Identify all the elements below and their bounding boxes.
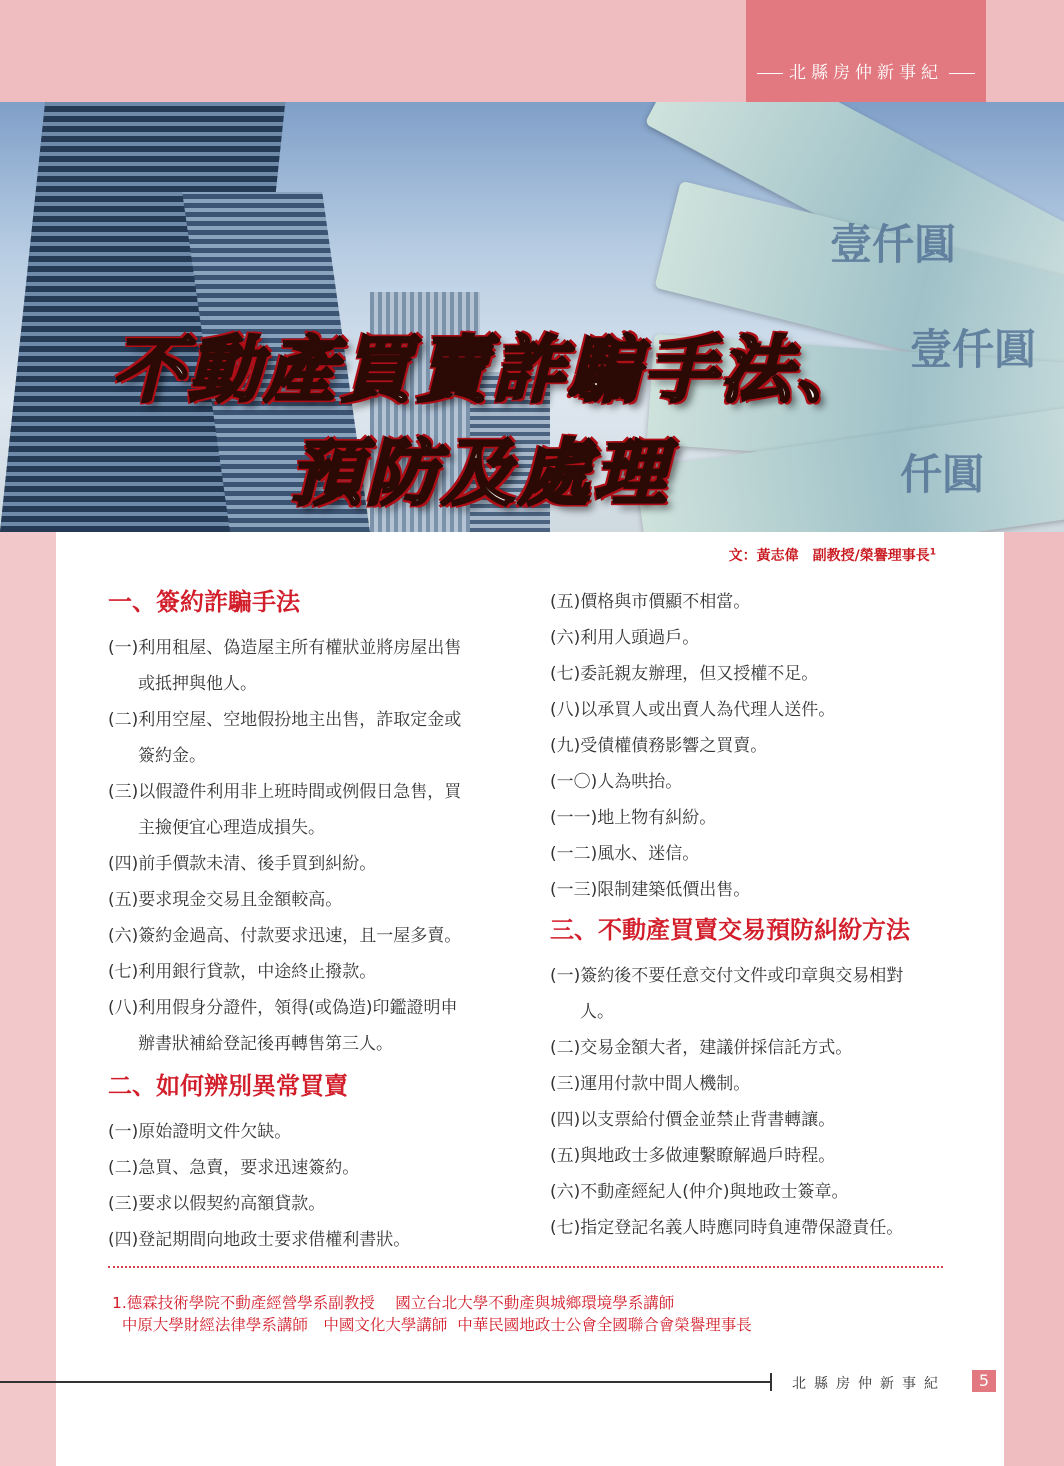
list-item: (二)交易金額大者，建議併採信託方式。 (550, 1038, 853, 1058)
list-item: (六)不動產經紀人(仲介)與地政士簽章。 (550, 1182, 849, 1202)
article-title-line-2: 預防及處理 (290, 431, 671, 515)
list-item: (四)登記期間向地政士要求借權利書狀。 (108, 1230, 411, 1250)
footer-rule-end (770, 1373, 772, 1391)
banknote-text: 仟圓 (900, 450, 985, 499)
list-item: (八)以承買人或出賣人為代理人送件。 (550, 700, 836, 720)
footer-rule (0, 1381, 770, 1383)
footer-series-title: 北縣房仲新事紀 (792, 1376, 946, 1392)
left-column (108, 584, 528, 1258)
list-item: (一)利用租屋、偽造屋主所有權狀並將房屋出售 或抵押與他人。 (108, 638, 462, 694)
list-item: (四)以支票給付價金並禁止背書轉讓。 (550, 1110, 836, 1130)
list-item: (四)前手價款未清、後手買到糾紛。 (108, 854, 377, 874)
footnote (112, 1292, 752, 1336)
list-item: (一一)地上物有糾紛。 (550, 808, 717, 828)
list-item: (八)利用假身分證件，領得(或偽造)印鑑證明申 辦書狀補給登記後再轉售第三人。 (108, 998, 458, 1054)
section-heading: 一、簽約詐騙手法 (108, 588, 300, 616)
list-item: (一三)限制建築低價出售。 (550, 880, 751, 900)
list-item: (六)利用人頭過戶。 (550, 628, 700, 648)
header-tab (746, 0, 986, 102)
list-item: (三)運用付款中間人機制。 (550, 1074, 751, 1094)
list-item: (七)委託親友辦理，但又授權不足。 (550, 664, 819, 684)
list-item: (九)受債權債務影響之買賣。 (550, 736, 768, 756)
list-item: (五)與地政士多做連繫瞭解過戶時程。 (550, 1146, 836, 1166)
list-item: (七)利用銀行貸款，中途終止撥款。 (108, 962, 377, 982)
banknote-text: 壹仟圓 (910, 325, 1037, 374)
list-item: (三)以假證件利用非上班時間或例假日急售，買 主撿便宜心理造成損失。 (108, 782, 462, 838)
page-number: 5 (972, 1370, 996, 1392)
article-title-line-1: 不動產買賣詐騙手法、 (112, 328, 873, 412)
footnote-line: 中原大學財經法律學系講師 中國文化大學講師 中華民國地政士公會全國聯合會榮譽理事長 (112, 1316, 752, 1334)
list-item: (二)急買、急賣，要求迅速簽約。 (108, 1158, 360, 1178)
footnote-marker: 1 (929, 547, 936, 558)
banknote-text: 壹仟圓 (830, 220, 957, 269)
list-item: (一)原始證明文件欠缺。 (108, 1122, 292, 1142)
list-item: (一〇)人為哄抬。 (550, 772, 683, 792)
list-item: (一)簽約後不要任意交付文件或印章與交易相對 人。 (550, 966, 904, 1022)
list-item: (七)指定登記名義人時應同時負連帶保證責任。 (550, 1218, 904, 1238)
right-column (550, 584, 980, 1246)
left-margin-strip (0, 532, 56, 1466)
list-item: (五)價格與市價顯不相當。 (550, 592, 751, 612)
list-item: (六)簽約金過高、付款要求迅速，且一屋多賣。 (108, 926, 462, 946)
list-item: (二)利用空屋、空地假扮地主出售，詐取定金或 簽約金。 (108, 710, 462, 766)
author-byline (600, 545, 936, 565)
section-heading: 三、不動產買賣交易預防糾紛方法 (550, 916, 910, 944)
right-margin-strip (1004, 532, 1064, 1466)
section-heading: 二、如何辨別異常買賣 (108, 1072, 348, 1100)
author-text: 文：黃志偉 副教授/榮譽理事長 (728, 548, 930, 564)
footnote-divider (108, 1266, 943, 1268)
series-title: 北縣房仲新事紀 (746, 58, 986, 83)
list-item: (三)要求以假契約高額貸款。 (108, 1194, 326, 1214)
list-item: (一二)風水、迷信。 (550, 844, 700, 864)
footnote-line: 1.德霖技術學院不動產經營學系副教授 國立台北大學不動產與城鄉環境學系講師 (112, 1294, 675, 1312)
list-item: (五)要求現金交易且金額較高。 (108, 890, 343, 910)
